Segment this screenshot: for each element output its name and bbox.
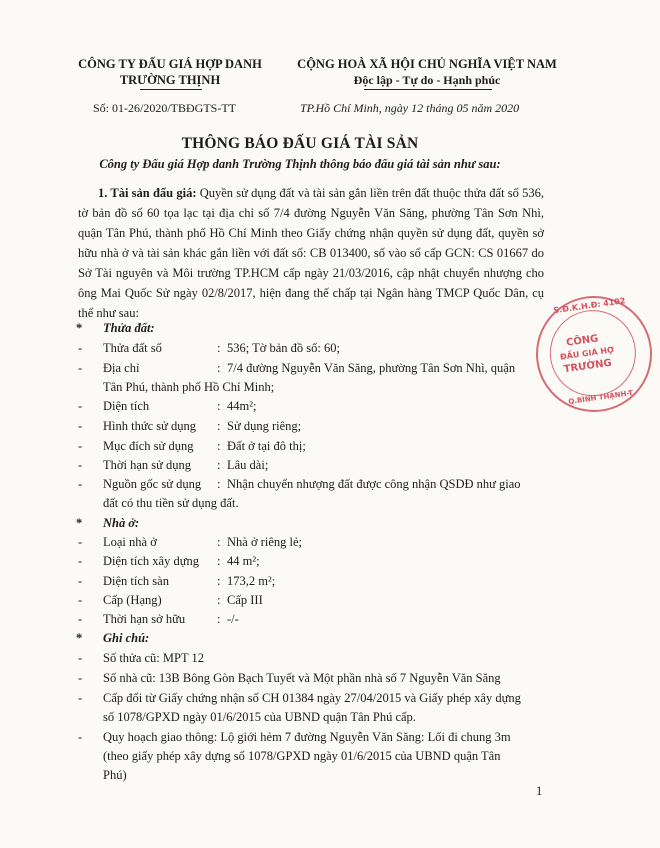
bullet-star-icon: * — [76, 321, 83, 335]
colon: : — [217, 399, 221, 413]
dash-bullet-icon: - — [78, 651, 83, 665]
land-row — [0, 416, 600, 436]
house-row — [0, 551, 600, 571]
house-heading: Nhà ở: — [103, 516, 140, 530]
bullet-star-icon: * — [76, 516, 83, 530]
intro-line: Công ty Đấu giá Hợp danh Trường Thịnh thông báo đấu giá tài sản như sau: — [99, 157, 501, 171]
land-heading-row — [0, 318, 600, 338]
note-item — [0, 668, 600, 688]
dash-bullet-icon: - — [78, 593, 83, 607]
land-label: Mục đích sử dụng — [103, 439, 194, 453]
dash-bullet-icon: - — [78, 341, 83, 355]
dash-bullet-icon: - — [78, 361, 83, 375]
national-header — [282, 56, 572, 88]
note-continuation: (theo giấy phép xây dựng số 1078/GPXD ngày 01/6/2015 của UBND quận Tân — [103, 749, 501, 763]
national-title: CỘNG HOÀ XÃ HỘI CHỦ NGHĨA VIỆT NAM — [297, 57, 557, 71]
house-row — [0, 571, 600, 591]
colon: : — [217, 419, 221, 433]
colon: : — [217, 574, 221, 588]
land-label: Địa chỉ — [103, 361, 140, 375]
land-label: Thời hạn sử dụng — [103, 458, 192, 472]
house-value: 44 m²; — [227, 554, 260, 568]
colon: : — [217, 612, 221, 626]
house-label: Loại nhà ở — [103, 535, 157, 549]
house-heading-row — [0, 513, 600, 533]
house-value: -/- — [227, 612, 239, 626]
place-date: TP.Hồ Chí Minh, ngày 12 tháng 05 năm 2020 — [300, 101, 520, 115]
land-row — [0, 474, 600, 494]
company-underline — [140, 89, 202, 90]
note-continuation: Phú) — [103, 768, 127, 782]
colon: : — [217, 458, 221, 472]
note-text: Số thửa cũ: MPT 12 — [103, 651, 204, 665]
land-row — [0, 396, 600, 416]
colon: : — [217, 535, 221, 549]
colon: : — [217, 439, 221, 453]
house-value: 173,2 m²; — [227, 574, 276, 588]
land-value: 536; Tờ bản đồ số: 60; — [227, 341, 340, 355]
note-text: Cấp đổi từ Giấy chứng nhận số CH 01384 ngày 27/04/2015 và Giấy phép xây dựng — [103, 691, 521, 705]
note-text: Số nhà cũ: 13B Bông Gòn Bạch Tuyết và Một phần nhà số 7 Nguyễn Văn Săng — [103, 671, 501, 685]
section1-text: Quyền sử dụng đất và tài sản gắn liền trên đất thuộc thửa đất số 536, tờ bản đồ số 60 tọa lạc tại địa chỉ số 7/4 đường Nguyễn Văn Săng, phường Tân Sơn Nhì, quận Tân Phú, thành phố Hồ Chí Minh theo Giấy chứng nhận quyền sử dụng đất, quyền sở hữu nhà ở và tài sản khác gắn liền với đất số: CB 013400, số vào sổ cấp GCN: CS 01667 do Sở Tài nguyên và Môi trường TP.HCM cấp ngày 21/03/2016, cập nhật chuyển nhượng cho ông Mai Quốc Sử ngày 02/8/2017, hiện đang thế chấp tại Ngân hàng TMCP Quốc Dân, cụ thể như sau: — [78, 186, 544, 320]
note-continuation: số 1078/GPXD ngày 01/6/2015 của UBND quận Tân Phú cấp. — [103, 710, 416, 724]
land-label: Thửa đất số — [103, 341, 162, 355]
dash-bullet-icon: - — [78, 535, 83, 549]
origin-continuation: đất có thu tiền sử dụng đất. — [103, 496, 239, 510]
page-number: 1 — [536, 784, 543, 798]
company-name-line1: CÔNG TY ĐẤU GIÁ HỢP DANH — [78, 57, 262, 71]
seal-line2: ĐẤU GIÁ HỢ — [559, 345, 615, 362]
note-item — [0, 727, 600, 747]
dash-bullet-icon: - — [78, 439, 83, 453]
house-row — [0, 590, 600, 610]
land-row — [0, 358, 600, 378]
colon: : — [217, 554, 221, 568]
dash-bullet-icon: - — [78, 419, 83, 433]
land-label: Diện tích — [103, 399, 150, 413]
dash-bullet-icon: - — [78, 612, 83, 626]
dash-bullet-icon: - — [78, 458, 83, 472]
notes-heading: Ghi chú: — [103, 631, 150, 645]
company-name — [70, 56, 270, 88]
section1-heading: 1. Tài sản đấu giá: — [98, 186, 197, 200]
notes-heading-row — [0, 628, 600, 648]
document-title: THÔNG BÁO ĐẤU GIÁ TÀI SẢN — [181, 135, 419, 152]
house-value: Nhà ở riêng lẻ; — [227, 535, 302, 549]
colon: : — [217, 341, 221, 355]
address-continuation: Tân Phú, thành phố Hồ Chí Minh; — [103, 380, 275, 394]
dash-bullet-icon: - — [78, 574, 83, 588]
motto-underline — [364, 89, 492, 90]
dash-bullet-icon: - — [78, 671, 83, 685]
seal-bottom-text: Q.BÌNH THẠNH-T — [567, 389, 634, 406]
dash-bullet-icon: - — [78, 730, 83, 744]
colon: : — [217, 361, 221, 375]
company-name-line2: TRƯỜNG THỊNH — [119, 73, 221, 87]
document-number: Số: 01-26/2020/TBĐGTS-TT — [93, 101, 236, 115]
land-value: Nhận chuyển nhượng đất được công nhận QSDĐ như giao — [227, 477, 521, 491]
land-label: Hình thức sử dụng — [103, 419, 197, 433]
land-value: Sử dụng riêng; — [227, 419, 302, 433]
land-value: Đất ở tại đô thị; — [227, 439, 306, 453]
house-label: Thời hạn sở hữu — [103, 612, 186, 626]
land-label: Nguồn gốc sử dụng — [103, 477, 202, 491]
land-heading: Thửa đất: — [103, 321, 155, 335]
colon: : — [217, 593, 221, 607]
dash-bullet-icon: - — [78, 477, 83, 491]
seal-line1: CÔNG — [565, 333, 600, 349]
land-row — [0, 436, 600, 456]
national-motto: Độc lập - Tự do - Hạnh phúc — [353, 73, 501, 87]
bullet-star-icon: * — [76, 631, 83, 645]
seal-top-text: S.Đ.K.H.Đ: 4102 — [552, 296, 626, 316]
house-label: Cấp (Hạng) — [103, 593, 162, 607]
house-row — [0, 532, 600, 552]
dash-bullet-icon: - — [78, 691, 83, 705]
seal-line3: TRƯỜNG — [563, 357, 613, 376]
colon: : — [217, 477, 221, 491]
dash-bullet-icon: - — [78, 554, 83, 568]
note-item — [0, 688, 600, 708]
land-row — [0, 455, 600, 475]
note-item — [0, 648, 600, 668]
section1-paragraph — [78, 183, 544, 323]
house-value: Cấp III — [227, 593, 263, 607]
note-text: Quy hoạch giao thông: Lộ giới hẻm 7 đường Nguyễn Văn Săng: Lối đi chung 3m — [103, 730, 511, 744]
land-value: 7/4 đường Nguyễn Văn Săng, phường Tân Sơn Nhì, quận — [227, 361, 516, 375]
land-value: 44m²; — [227, 399, 257, 413]
house-label: Diện tích xây dựng — [103, 554, 199, 568]
dash-bullet-icon: - — [78, 399, 83, 413]
land-value: Lâu dài; — [227, 458, 269, 472]
land-row — [0, 338, 600, 358]
house-row — [0, 609, 600, 629]
house-label: Diện tích sàn — [103, 574, 169, 588]
